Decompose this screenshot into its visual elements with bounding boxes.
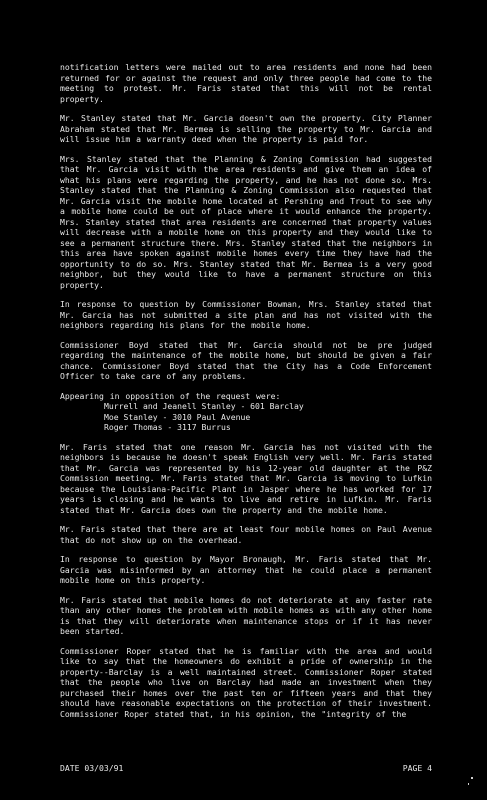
list-item: Moe Stanley - 3010 Paul Avenue <box>104 411 251 422</box>
footer-page-number: PAGE 4 <box>402 763 432 773</box>
paragraph-faris-reason: Mr. Faris stated that one reason Mr. Garcia has not visited with the neighbors is because he doesn't speak English very well. Mr. Faris stated that Mr. Garcia was represented by his 12-year old daughter at the P&Z Commission meeting. Mr. Faris stated that Mr. Garcia is moving to Lufkin because the Louisiana-Pacific Plant in Jasper where he has worked for 17 years is closing and he wants to live and retire in Lufkin. Mr. Faris stated that Mr. Garcia does own the property and the mobile home. <box>60 441 432 515</box>
list-item: Roger Thomas - 3117 Burrus <box>104 422 231 432</box>
paragraph-deterioration: Mr. Faris stated that mobile homes do not deteriorate at any faster rate than any other homes the problem with mobile homes as with any other home is that they will deteriorate when maintenance stops or if it has never been started. <box>60 594 432 636</box>
page-footer <box>60 763 432 774</box>
opposition-intro: Appearing in opposition of the request were: <box>60 390 281 401</box>
paragraph-ownership: Mr. Stanley stated that Mr. Garcia doesn't own the property. City Planner Abraham stated that Mr. Bermea is selling the property to Mr. Garcia and will issue him a warranty deed when the property is paid for. <box>60 113 432 144</box>
paragraph-bronaugh-question: In response to question by Mayor Bronaugh, Mr. Faris stated that Mr. Garcia was misinformed by an attorney that he could place a permanent mobile home on this property. <box>60 554 432 585</box>
list-item: Murrell and Jeanell Stanley - 601 Barclay <box>104 401 304 411</box>
scan-speck <box>471 777 473 779</box>
paragraph-paul-avenue: Mr. Faris stated that there are at least four mobile homes on Paul Avenue that do not show up on the overhead. <box>60 524 432 545</box>
paragraph-roper-statement: Commissioner Roper stated that he is familiar with the area and would like to say that the homeowners do exhibit a pride of ownership in the property--Barclay is a well maintained street. Commissioner Roper stated that the people who live on Barclay had made an investment when they purchased their homes over the past ten or fifteen years and that they should have reasonable expectations on the protection of their investment. Commissioner Roper stated that, in his opinion, the "integrity of the <box>60 645 432 719</box>
footer-date: DATE 03/03/91 <box>60 763 124 773</box>
document-body <box>60 62 432 728</box>
paragraph-stanley-concerns: Mrs. Stanley stated that the Planning & Zoning Commission had suggested that Mr. Garcia visit with the area residents and give them an idea of what his plans were regarding the property, and he has not done so. Mrs. Stanley stated that the Planning & Zoning Commission also requested that Mr. Garcia visit the mobile home located at Pershing and Trout to see why a mobile home could be out of place where it would enhance the property. Mrs. Stanley stated that area residents are concerned that property values will decrease with a mobile home on this property and they would like to see a permanent structure there. Mrs. Stanley stated that the neighbors in this area have spoken against mobile homes every time they have had the opportunity to do so. Mrs. Stanley stated that Mr. Bermea is a very good neighbor, but they would like to have a permanent structure on this property. <box>60 153 432 290</box>
paragraph-bowman-question: In response to question by Commissioner Bowman, Mrs. Stanley stated that Mr. Garcia has not submitted a site plan and has not visited with the neighbors regarding his plans for the mobile home. <box>60 299 432 330</box>
opposition-list <box>104 401 432 433</box>
scan-speck <box>468 783 469 785</box>
paragraph-boyd-statement: Commissioner Boyd stated that Mr. Garcia should not be pre judged regarding the maintenance of the mobile home, but should be given a fair chance. Commissioner Boyd stated that the City has a Code Enforcement Officer to take care of any problems. <box>60 339 432 381</box>
paragraph-notification: notification letters were mailed out to area residents and none had been returned for or against the request and only three people had come to the meeting to protest. Mr. Faris stated that this will not be rental property. <box>60 62 432 104</box>
